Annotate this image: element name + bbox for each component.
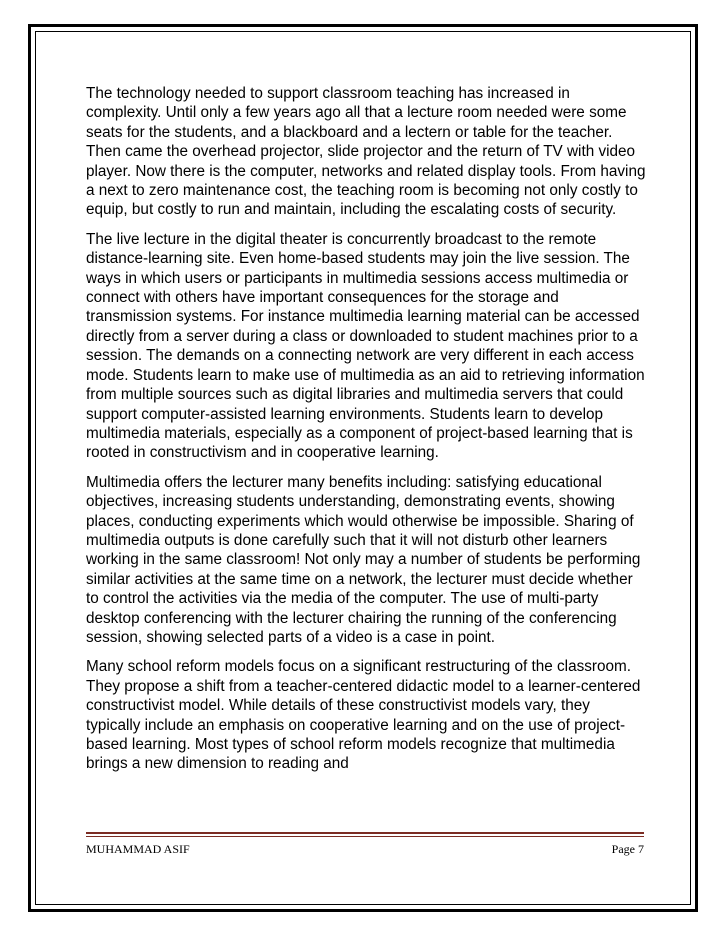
paragraph-4: Many school reform models focus on a significant restructuring of the classroom. They propose a shift from a teacher-centered didactic model to a learner-centered constructivist model. While details of these constructivist models vary, they typically include an emphasis on cooperative learning and on the use of project-based learning. Most types of school reform models recognize that multimedia brings a new dimension to reading and — [86, 658, 641, 773]
footer-rule-thin — [86, 836, 644, 837]
paragraph-1: The technology needed to support classroom teaching has increased in complexity. Until only a few years ago all that a lecture room needed were some seats for the students, and a blackboard and a lectern or table for the teacher. Then came the overhead projector, slide projector and the return of TV with video player. Now there is the computer, networks and related display tools. From having a next to zero maintenance cost, the teaching room is becoming not only costly to equip, but costly to run and maintain, including the escalating costs of security. — [86, 85, 646, 219]
footer-rule — [86, 832, 644, 834]
page-footer — [86, 842, 644, 857]
footer-author: MUHAMMAD ASIF — [86, 842, 190, 856]
paragraph-3: Multimedia offers the lecturer many benefits including: satisfying educational objectives, increasing students understanding, demonstrating events, showing places, conducting experiments which would otherwise be impossible. Sharing of multimedia outputs is done carefully such that it will not disturb other learners working in the same classroom! Not only may a number of students be performing similar activities at the same time on a network, the lecturer must decide whether to control the activities via the media of the computer. The use of multi-party desktop conferencing with the lecturer chairing the running of the conferencing session, showing selected parts of a video is a case in point. — [86, 473, 641, 646]
document-body — [86, 84, 648, 784]
footer-page-number: Page 7 — [611, 842, 644, 856]
paragraph-2: The live lecture in the digital theater is concurrently broadcast to the remote distance-learning site. Even home-based students may join the live session. The ways in which users or participants in multimedia sessions access multimedia or connect with others have important consequences for the storage and transmission systems. For instance multimedia learning material can be accessed directly from a server during a class or downloaded to student machines prior to a session. The demands on a connecting network are very different in each access mode. Students learn to make use of multimedia as an aid to retrieving information from multiple sources such as digital libraries and multimedia servers that could support computer-assisted learning environments. Students learn to develop multimedia materials, especially as a component of project-based learning that is rooted in constructivism and in cooperative learning. — [86, 230, 645, 462]
